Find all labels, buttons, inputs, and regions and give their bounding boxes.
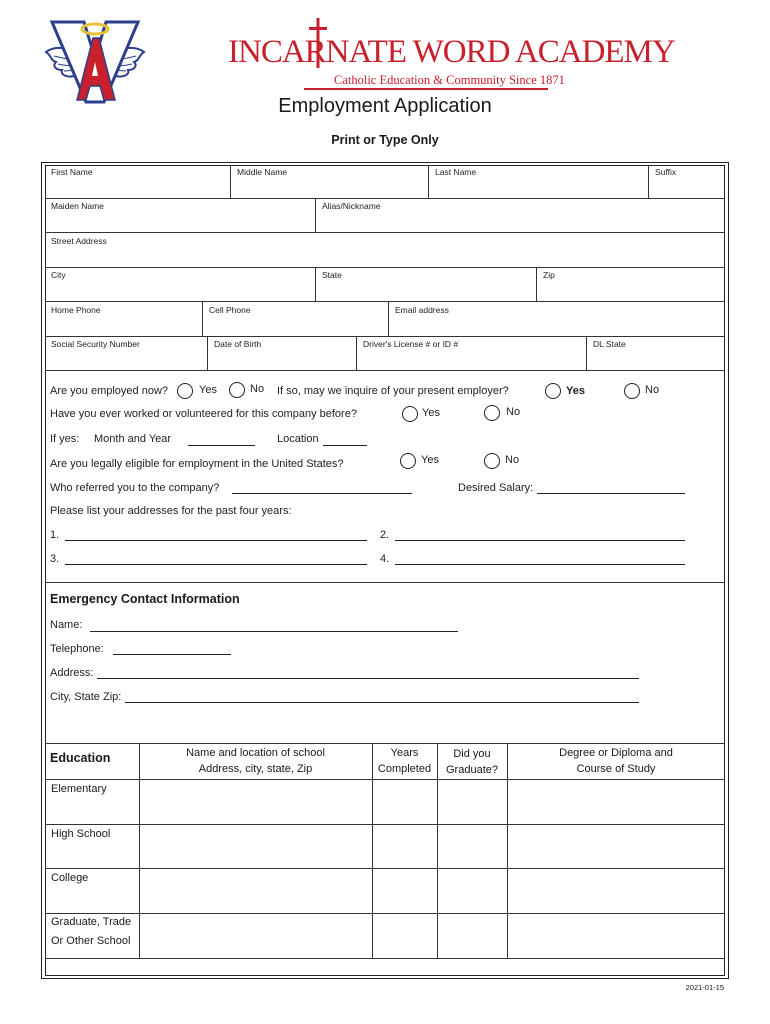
emergency-name-line[interactable] [90, 631, 458, 632]
eligible-yes-radio[interactable] [400, 453, 416, 469]
address-2-label: 2. [380, 529, 390, 541]
school-crest-logo [44, 16, 146, 106]
eligible-no-label: No [505, 454, 520, 466]
location-line[interactable] [323, 445, 367, 446]
inquire-no-radio[interactable] [624, 383, 640, 399]
month-year-line[interactable] [188, 445, 255, 446]
state-field[interactable]: State [322, 270, 342, 280]
emergency-city-line[interactable] [125, 702, 639, 703]
education-row-elementary: Elementary [51, 783, 107, 795]
form-frame-inner [45, 165, 725, 976]
inquire-employer-question: If so, may we inquire of your present employer? [277, 385, 509, 397]
referred-line[interactable] [232, 493, 412, 494]
last-name-field[interactable]: Last Name [435, 167, 477, 177]
employed-yes-label: Yes [199, 384, 217, 396]
license-field[interactable]: Driver's License # or ID # [363, 339, 459, 349]
graduate-header-line1: Did you [453, 748, 491, 760]
ssn-field[interactable]: Social Security Number [51, 339, 140, 349]
eligible-yes-label: Yes [421, 454, 439, 466]
education-row-college: College [51, 872, 89, 884]
address-1-line[interactable] [65, 540, 367, 541]
emergency-address-label: Address: [50, 667, 94, 679]
worked-before-no-label: No [506, 406, 521, 418]
middle-name-field[interactable]: Middle Name [237, 167, 288, 177]
employed-no-label: No [250, 383, 265, 395]
education-row-high-school: High School [51, 828, 111, 840]
years-header-line2: Completed [377, 763, 432, 775]
address-3-line[interactable] [65, 564, 367, 565]
maiden-name-field[interactable]: Maiden Name [51, 201, 104, 211]
inquire-yes-radio[interactable] [545, 383, 561, 399]
zip-field[interactable]: Zip [543, 270, 555, 280]
worked-before-yes-label: Yes [422, 407, 440, 419]
school-column-header [139, 745, 372, 777]
emergency-name-label: Name: [50, 619, 83, 631]
emergency-city-label: City, State Zip: [50, 691, 122, 703]
location-label: Location [277, 433, 319, 445]
tagline-divider [304, 88, 548, 90]
education-row-other: Or Other School [51, 935, 131, 947]
graduate-header-line2: Graduate? [446, 764, 498, 776]
referred-label: Who referred you to the company? [50, 482, 220, 494]
emergency-heading: Emergency Contact Information [50, 592, 240, 606]
years-header-line1: Years [390, 747, 419, 759]
school-tagline: Catholic Education & Community Since 1871 [334, 73, 565, 87]
emergency-telephone-label: Telephone: [50, 643, 104, 655]
if-yes-label: If yes: [50, 433, 80, 445]
first-name-field[interactable]: First Name [51, 167, 93, 177]
employed-yes-radio[interactable] [177, 383, 193, 399]
salary-label: Desired Salary: [458, 482, 534, 494]
emergency-address-line[interactable] [97, 678, 639, 679]
alias-field[interactable]: Alias/Nickname [322, 201, 381, 211]
address-2-line[interactable] [395, 540, 685, 541]
address-4-label: 4. [380, 553, 390, 565]
school-name: INCARNATE WORD ACADEMY [228, 34, 675, 70]
home-phone-field[interactable]: Home Phone [51, 305, 101, 315]
salary-line[interactable] [537, 493, 685, 494]
employed-now-question: Are you employed now? [50, 385, 169, 397]
emergency-telephone-line[interactable] [113, 654, 231, 655]
school-header-line2: Address, city, state, Zip [198, 763, 313, 775]
education-row-graduate: Graduate, Trade [51, 916, 132, 928]
dob-field[interactable]: Date of Birth [214, 339, 262, 349]
graduate-column-header [437, 746, 507, 778]
city-field[interactable]: City [51, 270, 66, 280]
employed-no-radio[interactable] [229, 382, 245, 398]
worked-before-question: Have you ever worked or volunteered for this company before? [50, 408, 357, 420]
email-field[interactable]: Email address [395, 305, 449, 315]
address-1-label: 1. [50, 529, 60, 541]
cell-phone-field[interactable]: Cell Phone [209, 305, 251, 315]
worked-before-no-radio[interactable] [484, 405, 500, 421]
address-3-label: 3. [50, 553, 60, 565]
years-column-header [372, 745, 437, 777]
worked-before-yes-radio[interactable] [402, 406, 418, 422]
addresses-instruction: Please list your addresses for the past four years: [50, 505, 292, 517]
section-divider [45, 582, 725, 583]
page-title: Employment Application [278, 95, 492, 117]
degree-header-line2: Course of Study [576, 763, 656, 775]
revision-date: 2021-01-15 [685, 983, 724, 992]
inquire-yes-label: Yes [566, 385, 585, 397]
page-subtitle: Print or Type Only [331, 133, 439, 147]
degree-column-header [507, 745, 725, 777]
degree-header-line1: Degree or Diploma and [559, 747, 673, 759]
street-address-field[interactable]: Street Address [51, 236, 107, 246]
eligible-no-radio[interactable] [484, 453, 500, 469]
month-year-label: Month and Year [94, 433, 172, 445]
school-header-line1: Name and location of school [186, 747, 325, 759]
dl-state-field[interactable]: DL State [593, 339, 626, 349]
eligible-question: Are you legally eligible for employment in the United States? [50, 458, 344, 470]
education-heading: Education [50, 751, 111, 765]
inquire-no-label: No [645, 384, 660, 396]
suffix-field[interactable]: Suffix [655, 167, 677, 177]
address-4-line[interactable] [395, 564, 685, 565]
